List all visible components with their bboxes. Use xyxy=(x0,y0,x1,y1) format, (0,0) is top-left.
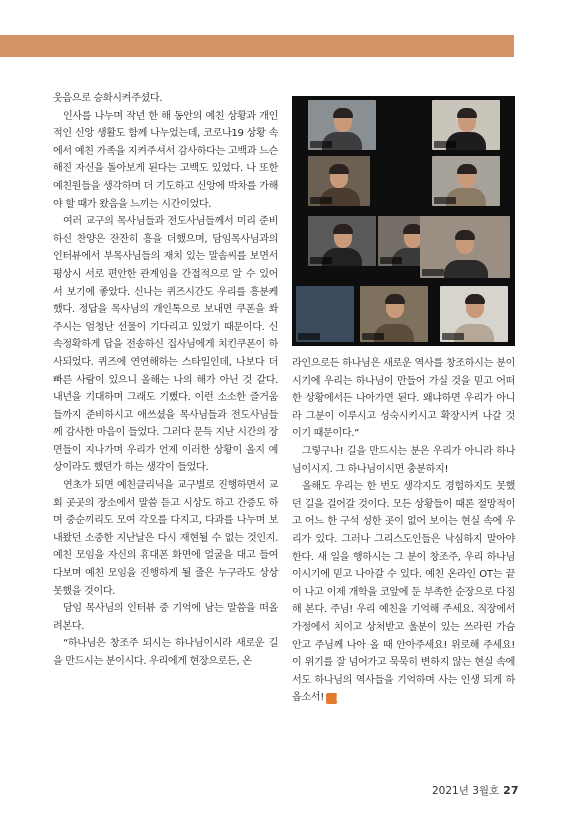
video-call-photo xyxy=(292,96,515,346)
paragraph: 여러 교구의 목사님들과 전도사님들께서 미리 준비하신 찬양은 잔잔히 흥을 더했으며, 담임목사님과의 인터뷰에서 부목사님들의 재치 있는 말솜씨를 보면서 평상시 서로 편안한 관계임을 간접적으로 알 수 있어서 보기에 좋았다. 신나는 퀴즈시간도 우리를 흥분케 했다. 정답을 목사님의 개인톡으로 보내면 쿠폰을 쏴주시는 엄청난 선물이 기다리고 있었기 때문이다. 신속정확하게 답을 전송하신 집사님에게 치킨쿠폰이 하사되었다. 퀴즈에 연연해하는 스타일인데, 나보다 더 빠른 사람이 있으니 올해는 나의 해가 아닌 것 같다. 내년을 기대하며 그래도 기뻤다. 이런 소소한 즐거움들까지 준비하시고 애쓰셨을 목사님들과 전도사님들께 감사한 마음이 들었다. 그러다 문득 지난 시간의 장면들이 지나가며 우리가 언제 이러한 상황이 올지 예상이라도 했던가 하는 생각이 들었다. xyxy=(53,216,278,474)
end-mark-icon: N xyxy=(326,693,337,704)
participant-tile xyxy=(308,216,376,266)
paragraph-text: 올해도 우리는 한 번도 생각지도 경험하지도 못했던 길을 걸어갈 것이다. 모든 상황들이 때론 절망적이고 어느 한 구석 성한 곳이 없어 보이는 현실 속에 우리가 있다. 그러나 그리스도인들은 낙심하지 말아야 한다. 새 일을 행하시는 그 분이 창조주, 우리 하나님이시기에 믿고 나아갈 수 있다. 예친 온라인 OT는 끝이 나고 이제 개학을 코앞에 둔 부족한 순장으로 다짐해 본다. 주님! 우리 예친을 기억해 주세요. 직장에서 가정에서 치이고 상처받고 울분이 있는 쓰라린 가슴 안고 주님께 나아 올 때 안아주세요! 위로해 주세요! 이 위기를 잘 넘어가고 묵묵히 변하지 않는 현실 속에서도 하나님의 역사들을 기억하며 사는 인생 되게 하옵소서! xyxy=(292,481,515,704)
paragraph: 라인으로든 하나님은 새로운 역사를 창조하시는 분이시기에 우리는 하나님이 만들어 가실 것을 믿고 어떠한 상황에서든 나아가면 된다. 왜냐하면 우리가 아니라 그분이 이루시고 성숙시키시고 확장시켜 나갈 것이기 때문이다.” xyxy=(292,358,515,440)
participant-tile xyxy=(296,286,354,342)
participant-tile xyxy=(420,216,510,278)
paragraph xyxy=(292,478,515,707)
issue-date: 2021년 3월호 xyxy=(432,785,500,797)
participant-tile xyxy=(308,100,376,150)
article-left-column xyxy=(53,90,278,671)
participant-tile xyxy=(440,286,508,342)
header-color-band xyxy=(0,35,514,57)
paragraph: 담임 목사님의 인터뷰 중 기억에 남는 말씀을 떠올려본다. xyxy=(53,603,278,632)
paragraph: 연초가 되면 예친클리닉을 교구별로 진행하면서 교회 곳곳의 장소에서 말씀 듣고 시상도 하고 간증도 하며 중순끼리도 모여 각오를 다지고, 다과를 나누며 보내왔던 소중한 지난날은 다시 재현될 수 없는 것인지. 예친 모임을 자신의 휴대폰 화면에 얼굴을 대고 들여다보며 예친 모임을 진행하게 될 줄은 누구라도 상상 못했을 것이다. xyxy=(53,480,278,597)
participant-tile xyxy=(360,286,428,342)
paragraph: 웃음으로 승화시켜주셨다. xyxy=(53,93,163,104)
participant-tile xyxy=(432,100,500,150)
participant-tile xyxy=(432,156,500,206)
article-right-column xyxy=(292,355,515,707)
page-number: 27 xyxy=(503,784,519,797)
paragraph: 인사를 나누며 작년 한 해 동안의 예친 상황과 개인적인 신앙 생활도 함께 나누었는데, 코로나19 상황 속에서 예친 가족을 지켜주셔서 감사하다는 고백과 느슨해진 자신을 돌아보게 된다는 고백도 있었다. 나 또한 예친원들을 생각하며 더 기도하고 신앙에 박차를 가해야 할 때가 왔음을 느끼는 시간이었다. xyxy=(53,110,278,210)
paragraph: “하나님은 창조주 되시는 하나님이시라 새로운 길을 만드시는 분이시다. 우리에게 현장으로든, 온 xyxy=(53,638,278,667)
page-footer xyxy=(432,783,518,798)
paragraph: 그렇구나! 길을 만드시는 분은 우리가 아니라 하나님이시지. 그 하나님이시면 충분하지! xyxy=(292,445,515,475)
participant-tile xyxy=(308,156,370,206)
